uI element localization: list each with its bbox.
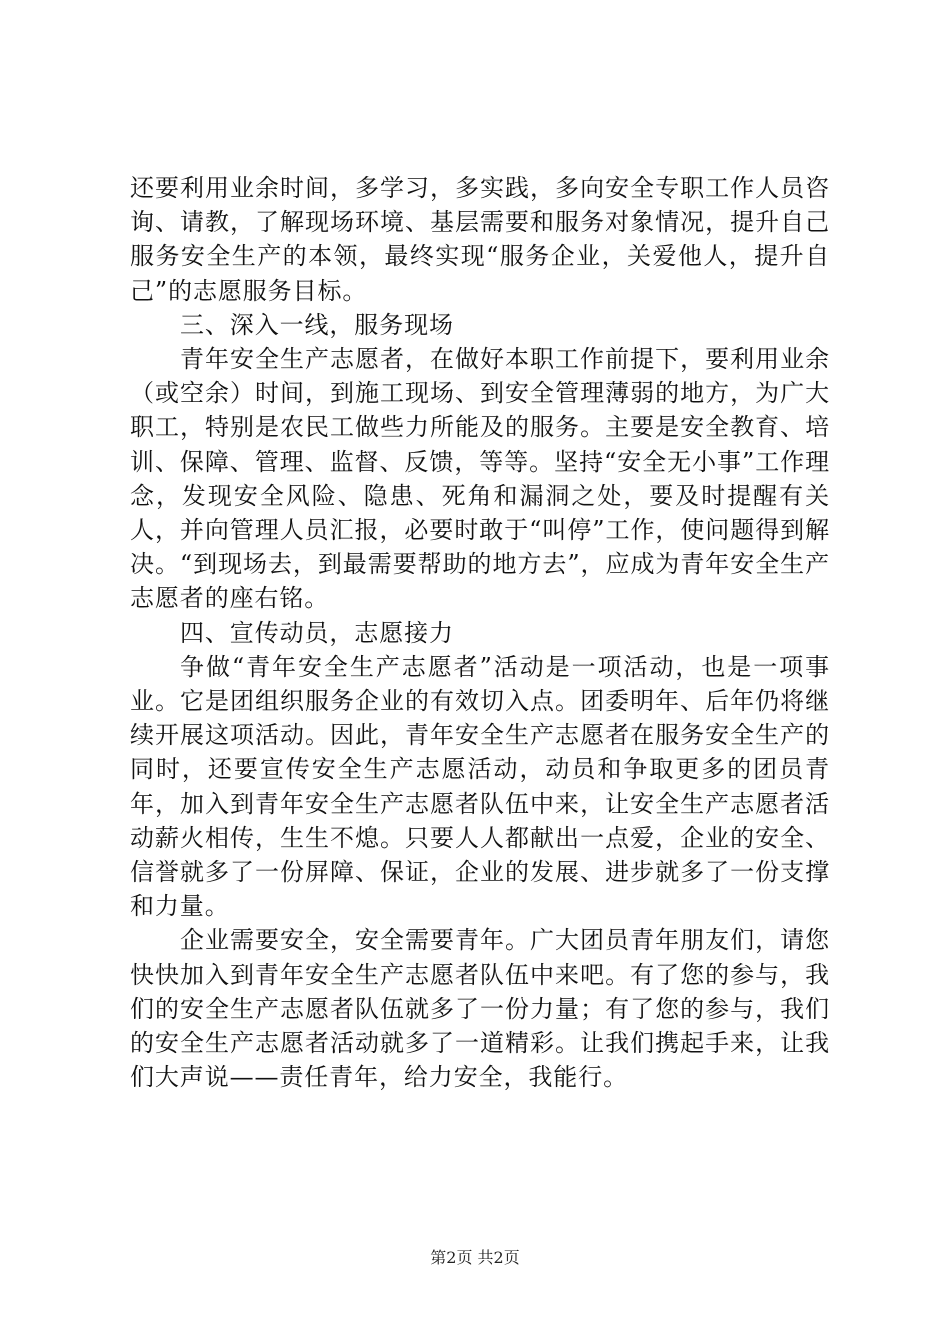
section-heading-3: 三、深入一线，服务现场 (180, 310, 454, 339)
section-4-paragraph: 争做“青年安全生产志愿者”活动是一项活动，也是一项事业。它是团组织服务企业的有效切入点。团委明年、后年仍将继续开展这项活动。因此，青年安全生产志愿者在服务安全生产的同时，还要宣传安全生产志愿活动，动员和争取更多的团员青年，加入到青年安全生产志愿者队伍中来，让安全生产志愿者活动薪火相传，生生不熄。只要人人都献出一点爱，企业的安全、信誉就多了一份屏障、保证，企业的发展、进步就多了一份支撑和力量。 (130, 652, 830, 921)
page-number-label: 第2页 共2页 (430, 1248, 520, 1267)
continuation-paragraph: 还要利用业余时间，多学习，多实践，多向安全专职工作人员咨询、请教，了解现场环境、基层需要和服务对象情况，提升自己服务安全生产的本领，最终实现“服务企业，关爱他人，提升自己”的志愿服务目标。 (130, 174, 830, 305)
section-heading-4: 四、宣传动员，志愿接力 (180, 618, 454, 647)
document-body (130, 171, 830, 1094)
page-footer (0, 1245, 950, 1268)
section-3-paragraph: 青年安全生产志愿者，在做好本职工作前提下，要利用业余（或空余）时间，到施工现场、到安全管理薄弱的地方，为广大职工，特别是农民工做些力所能及的服务。主要是安全教育、培训、保障、管理、监督、反馈，等等。坚持“安全无小事”工作理念，发现安全风险、隐患、死角和漏洞之处，要及时提醒有关人，并向管理人员汇报，必要时敢于“叫停”工作，使问题得到解决。“到现场去，到最需要帮助的地方去”，应成为青年安全生产志愿者的座右铭。 (130, 345, 830, 613)
closing-paragraph: 企业需要安全，安全需要青年。广大团员青年朋友们，请您快快加入到青年安全生产志愿者队伍中来吧。有了您的参与，我们的安全生产志愿者队伍就多了一份力量；有了您的参与，我们的安全生产志愿者活动就多了一道精彩。让我们携起手来，让我们大声说——责任青年，给力安全，我能行。 (130, 926, 830, 1092)
